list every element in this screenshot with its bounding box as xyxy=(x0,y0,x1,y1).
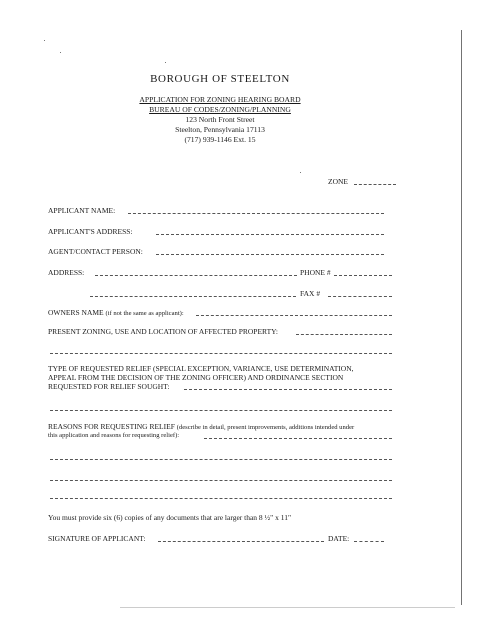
reasons-note-2: this application and reasons for requesting relief): xyxy=(48,432,180,439)
page-bottom-rule xyxy=(120,607,455,608)
copies-notice: You must provide six (6) copies of any documents that are larger than 8 ½" x 11" xyxy=(48,513,292,522)
phone-field[interactable] xyxy=(334,275,392,276)
application-heading: APPLICATION FOR ZONING HEARING BOARD xyxy=(139,95,301,104)
relief-sought-field-line-2[interactable] xyxy=(50,410,392,411)
owners-name-row xyxy=(48,308,184,318)
relief-sought-field[interactable] xyxy=(184,389,392,390)
applicant-name-field[interactable] xyxy=(128,213,384,214)
applicant-address-field[interactable] xyxy=(156,234,384,235)
agent-contact-label: AGENT/CONTACT PERSON: xyxy=(48,247,143,256)
address-line-2-field[interactable] xyxy=(90,296,296,297)
fax-label: FAX # xyxy=(300,289,321,298)
reasons-field[interactable] xyxy=(204,438,392,439)
agent-contact-field[interactable] xyxy=(156,254,384,255)
office-phone: (717) 939-1146 Ext. 15 xyxy=(184,135,256,144)
owners-name-note: (if not the same as applicant): xyxy=(105,310,184,317)
scan-speck xyxy=(60,52,61,53)
signature-label: SIGNATURE OF APPLICANT: xyxy=(48,534,146,543)
owners-name-field[interactable] xyxy=(196,315,392,316)
address-label: ADDRESS: xyxy=(48,268,85,277)
zone-label: ZONE xyxy=(328,177,348,186)
applicant-address-label: APPLICANT'S ADDRESS: xyxy=(48,227,133,236)
scan-speck xyxy=(44,40,45,41)
fax-field[interactable] xyxy=(328,296,392,297)
page-edge-line xyxy=(461,30,462,605)
phone-label: PHONE # xyxy=(300,268,331,277)
reasons-field-line-4[interactable] xyxy=(50,498,392,499)
reasons-label: REASONS FOR REQUESTING RELIEF xyxy=(48,422,175,431)
present-zoning-field-line-2[interactable] xyxy=(50,353,392,354)
scan-speck xyxy=(300,172,301,173)
date-field[interactable] xyxy=(354,541,384,542)
reasons-note-1: (describe in detail, present improvements, additions intended under xyxy=(176,424,355,431)
signature-field[interactable] xyxy=(158,541,324,542)
present-zoning-field[interactable] xyxy=(296,334,392,335)
applicant-name-label: APPLICANT NAME: xyxy=(48,206,116,215)
owners-name-label: OWNERS NAME xyxy=(48,308,104,317)
date-label: DATE: xyxy=(328,534,350,543)
borough-title: BOROUGH OF STEELTON xyxy=(150,73,290,85)
reasons-field-line-2[interactable] xyxy=(50,459,392,460)
street-address: 123 North Front Street xyxy=(185,115,255,124)
relief-type-line-3: REQUESTED FOR RELIEF SOUGHT: xyxy=(48,382,170,391)
zone-field[interactable] xyxy=(354,184,396,185)
reasons-field-line-3[interactable] xyxy=(50,480,392,481)
address-field[interactable] xyxy=(95,275,297,276)
bureau-heading: BUREAU OF CODES/ZONING/PLANNING xyxy=(149,105,291,114)
present-zoning-label: PRESENT ZONING, USE AND LOCATION OF AFFECTED PROPERTY: xyxy=(48,327,278,336)
scan-speck xyxy=(165,62,166,63)
relief-type-line-2: APPEAL FROM THE DECISION OF THE ZONING OFFICER) AND ORDINANCE SECTION xyxy=(48,373,344,382)
relief-type-line-1: TYPE OF REQUESTED RELIEF (SPECIAL EXCEPTION, VARIANCE, USE DETERMINATION, xyxy=(48,364,354,373)
city-address: Steelton, Pennsylvania 17113 xyxy=(175,125,265,134)
